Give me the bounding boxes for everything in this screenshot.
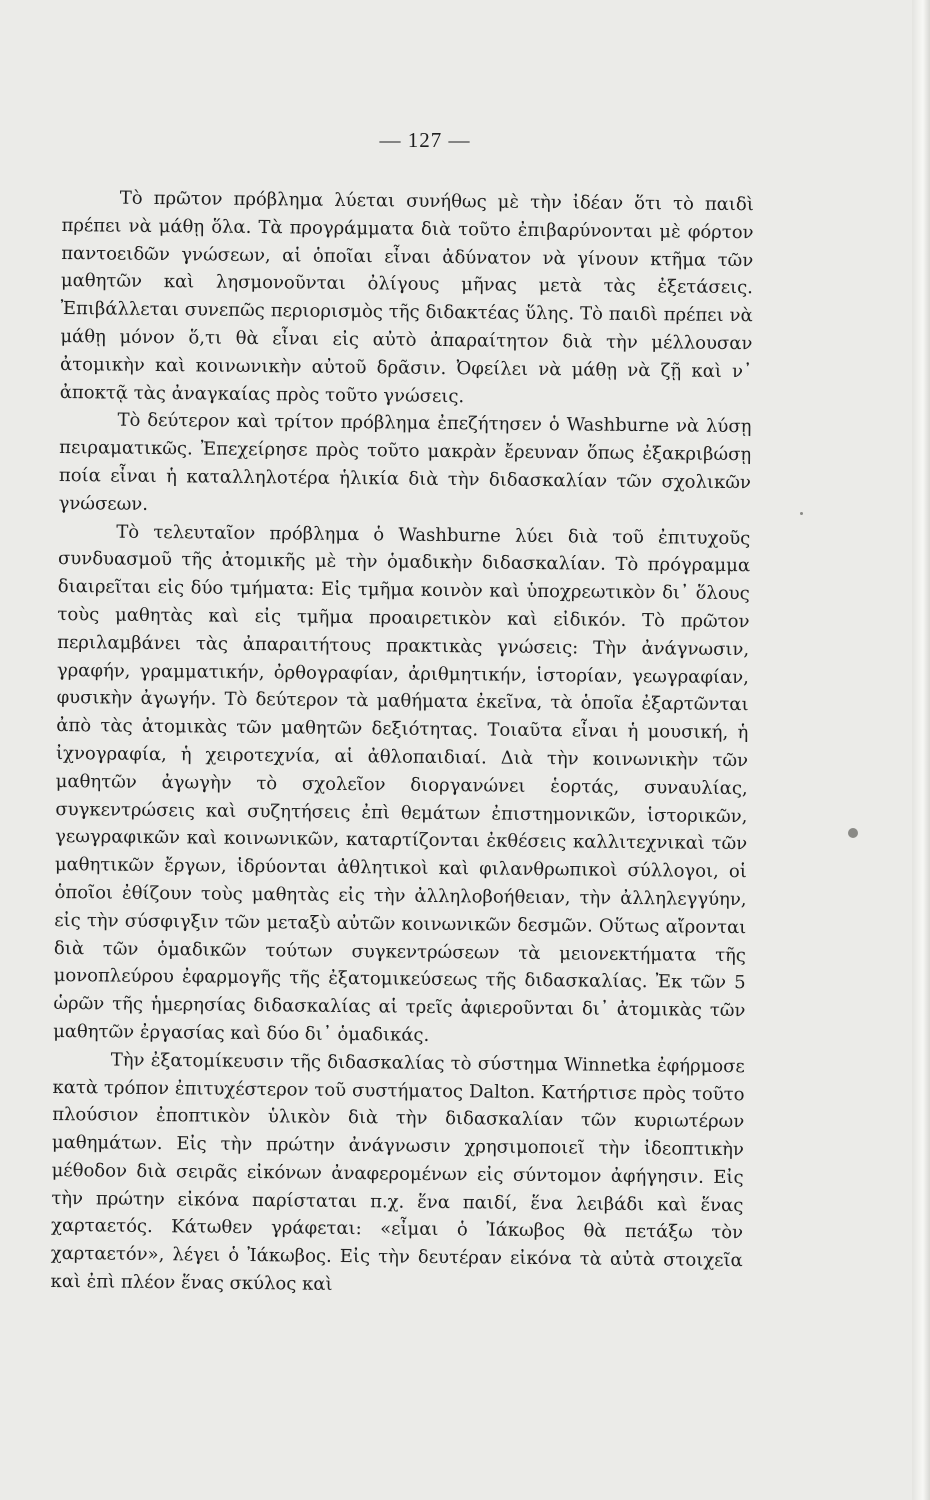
page-number: — 127 — <box>379 128 471 152</box>
body-text <box>50 184 754 1303</box>
paragraph-3: Τὸ τελευταῖον πρόβλημα ὁ Washburne λύει διὰ τοῦ ἐπιτυχοῦς συνδυασμοῦ τῆς ἀτομικῆς μὲ τὴν ὁμαδικὴν διδασκαλίαν. Τὸ πρόγραμμα διαιρεῖται εἰς δύο τμήματα: Εἰς τμῆμα κοινὸν καὶ ὑποχρεωτικὸν δι᾽ ὅλους τοὺς μαθητὰς καὶ εἰς τμῆμα προαιρετικὸν καὶ εἰδικόν. Τὸ πρῶτον περιλαμβάνει τὰς ἀπαραιτήτους πρακτικὰς γνώσεις: Τὴν ἀνάγνωσιν, γραφήν, γραμματικήν, ὀρθογραφίαν, ἀριθμητικήν, ἱστορίαν, γεωγραφίαν, φυσικὴν ἀγωγήν. Τὸ δεύτερον τὰ μαθήματα ἐκεῖνα, τὰ ὁποῖα ἐξαρτῶνται ἀπὸ τὰς ἀτομικὰς τῶν μαθητῶν δεξιότητας. Τοιαῦτα εἶναι ἡ μουσική, ἡ ἰχνογραφία, ἡ χειροτεχνία, αἱ ἀθλοπαιδιαί. Διὰ τὴν κοινωνικὴν τῶν μαθητῶν ἀγωγὴν τὸ σχολεῖον διοργανώνει ἑορτάς, συναυλίας, συγκεντρώσεις καὶ συζητήσεις ἐπὶ θεμάτων ἐπιστημονικῶν, ἱστορικῶν, γεωγραφικῶν καὶ κοινωνικῶν, καταρτίζονται ἐκθέσεις καλλιτεχνικαὶ τῶν μαθητικῶν ἔργων, ἱδρύονται ἀθλητικοὶ καὶ φιλανθρωπικοὶ σύλλογοι, οἱ ὁποῖοι ἐθίζουν τοὺς μαθητὰς εἰς τὴν ἀλληλοβοήθειαν, τὴν ἀλληλεγγύην, εἰς τὴν σύσφιγξιν τῶν μεταξὺ αὐτῶν κοινωνικῶν δεσμῶν. Οὕτως αἴρονται διὰ τῶν ὁμαδικῶν τούτων συγκεντρώσεων τὰ μειονεκτήματα τῆς μονοπλεύρου ἐφαρμογῆς τῆς ἐξατομικεύσεως τῆς διδασκαλίας. Ἐκ τῶν 5 ὡρῶν τῆς ἡμερησίας διδασκαλίας αἱ τρεῖς ἀφιεροῦνται δι᾽ ἀτομικὰς τῶν μαθητῶν ἐργασίας καὶ δύο δι᾽ ὁμαδικάς. <box>53 521 751 1046</box>
scan-speck <box>800 512 803 515</box>
scan-speck <box>848 828 858 838</box>
paragraph-2: Τὸ δεύτερον καὶ τρίτον πρόβλημα ἐπεζήτησεν ὁ Washburne νὰ λύσῃ πειραματικῶς. Ἐπεχείρησε πρὸς τοῦτο μακρὰν ἔρευναν ὅπως ἐξακριβώσῃ ποία εἶναι ἡ καταλληλοτέρα ἡλικία διὰ τὴν διδασκαλίαν τῶν σχολικῶν γνώσεων. <box>58 409 752 515</box>
paragraph-1: Τὸ πρῶτον πρόβλημα λύεται συνήθως μὲ τὴν ἰδέαν ὅτι τὸ παιδὶ πρέπει νὰ μάθῃ ὅλα. Τὰ προγράμματα διὰ τοῦτο ἐπιβαρύνονται μὲ φόρτον παντοειδῶν γνώσεων, αἱ ὁποῖαι εἶναι ἀδύνατον νὰ γίνουν κτῆμα τῶν μαθητῶν καὶ λησμονοῦνται ὀλίγους μῆνας μετὰ τὰς ἐξετάσεις. Ἐπιβάλλεται συνεπῶς περιορισμὸς τῆς διδακτέας ὕλης. Τὸ παιδὶ πρέπει νὰ μάθῃ μόνον ὅ,τι θὰ εἶναι εἰς αὐτὸ ἀπαραίτητον διὰ τὴν μέλλουσαν ἀτομικὴν καὶ κοινωνικὴν αὐτοῦ δρᾶσιν. Ὀφείλει νὰ μάθῃ νὰ ζῇ καὶ ν᾽ ἀποκτᾷ τὰς ἀναγκαίας πρὸς τοῦτο γνώσεις. <box>59 187 754 407</box>
page-edge <box>912 0 930 1500</box>
paragraph-4: Τὴν ἐξατομίκευσιν τῆς διδασκαλίας τὸ σύστημα Winnetka ἐφήρμοσε κατὰ τρόπον ἐπιτυχέστερον τοῦ συστήματος Dalton. Κατήρτισε πρὸς τοῦτο πλούσιον ἐποπτικὸν ὑλικὸν διὰ τὴν διδασκαλίαν τῶν κυριωτέρων μαθημάτων. Εἰς τὴν πρώτην ἀνάγνωσιν χρησιμοποιεῖ τὴν ἰδεοπτικὴν μέθοδον διὰ σειρᾶς εἰκόνων ἀναφερομένων εἰς σύντομον ἀφήγησιν. Εἰς τὴν πρώτην εἰκόνα παρίσταται π.χ. ἕνα παιδί, ἕνα λειβάδι καὶ ἕνας χαρταετός. Κάτωθεν γράφεται: «εἶμαι ὁ Ἰάκωβος θὰ πετάξω τὸν χαρταετόν», λέγει ὁ Ἰάκωβος. Εἰς τὴν δευτέραν εἰκόνα τὰ αὐτὰ στοιχεῖα καὶ ἐπὶ πλέον ἕνας σκύλος καὶ <box>50 1049 745 1295</box>
